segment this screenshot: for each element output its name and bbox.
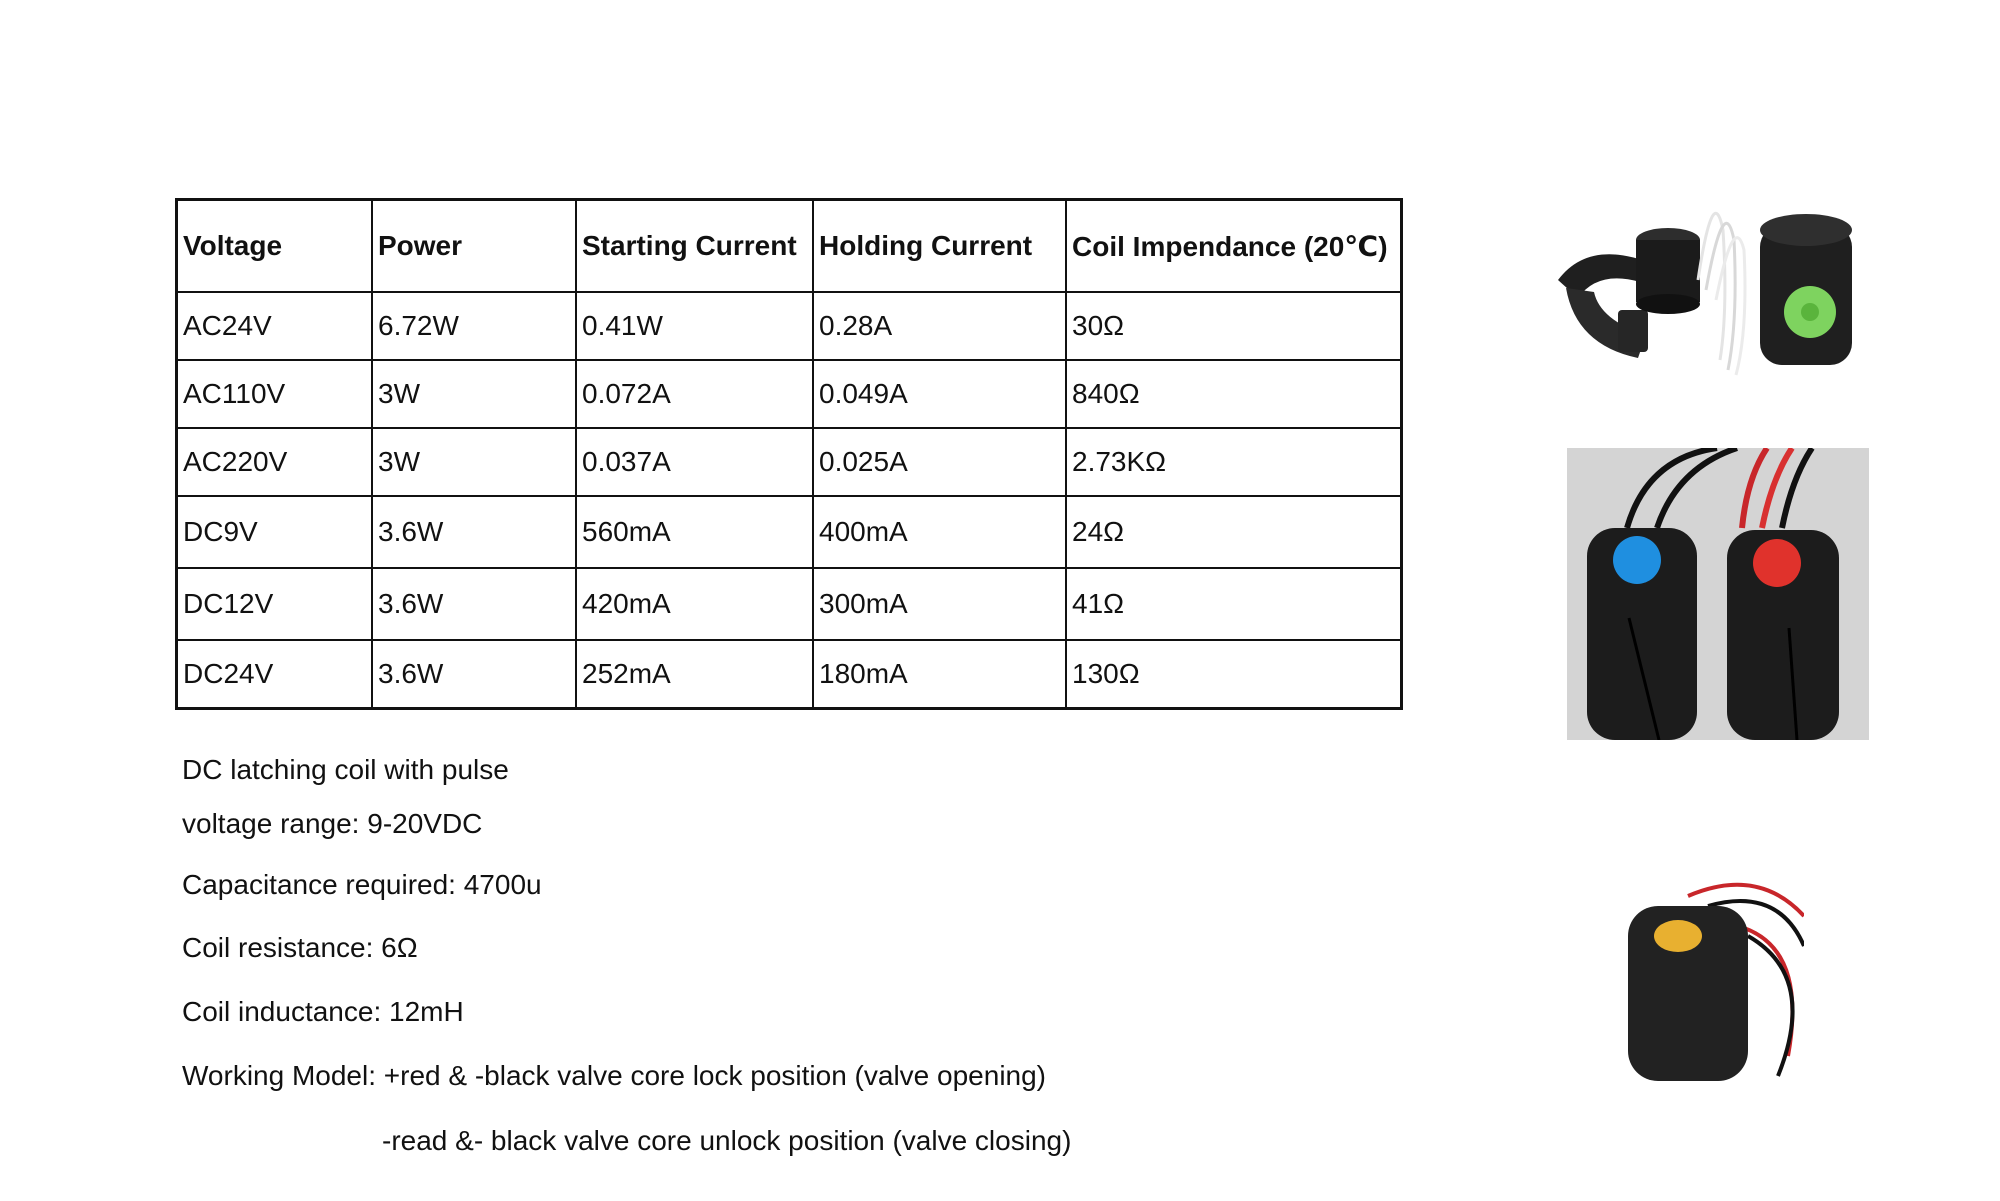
spec-table [175, 198, 1403, 710]
cell-voltage: DC9V [177, 496, 373, 568]
note-coil-resistance: Coil resistance: 6Ω [182, 932, 418, 963]
note-latching-coil: DC latching coil with pulse [182, 754, 509, 785]
table-row [177, 568, 1402, 640]
cell-power: 6.72W [372, 292, 576, 360]
cell-coil-impedance: 24Ω [1066, 496, 1402, 568]
cell-coil-impedance: 130Ω [1066, 640, 1402, 709]
cell-coil-impedance: 2.73KΩ [1066, 428, 1402, 496]
cell-voltage: DC12V [177, 568, 373, 640]
cell-holding-current: 300mA [813, 568, 1066, 640]
cell-voltage: AC110V [177, 360, 373, 428]
cell-voltage: DC24V [177, 640, 373, 709]
dc-ac-coils-photo [1567, 448, 1869, 740]
cell-power: 3W [372, 428, 576, 496]
table-row [177, 496, 1402, 568]
cell-holding-current: 400mA [813, 496, 1066, 568]
cell-starting-current: 0.41W [576, 292, 813, 360]
cell-starting-current: 560mA [576, 496, 813, 568]
cell-holding-current: 0.28A [813, 292, 1066, 360]
cell-starting-current: 420mA [576, 568, 813, 640]
cell-starting-current: 0.037A [576, 428, 813, 496]
header-coil-impedance: Coil Impendance (20℃) [1066, 200, 1402, 293]
cell-power: 3.6W [372, 496, 576, 568]
cell-starting-current: 252mA [576, 640, 813, 709]
cell-power: 3W [372, 360, 576, 428]
header-starting-current: Starting Current [576, 200, 813, 293]
cell-coil-impedance: 30Ω [1066, 292, 1402, 360]
cell-voltage: AC220V [177, 428, 373, 496]
note-coil-inductance: Coil inductance: 12mH [182, 996, 464, 1027]
note-working-model-closing: -read &- black valve core unlock position (valve closing) [382, 1125, 1072, 1156]
header-voltage: Voltage [177, 200, 373, 293]
cell-coil-impedance: 840Ω [1066, 360, 1402, 428]
cell-coil-impedance: 41Ω [1066, 568, 1402, 640]
table-row [177, 428, 1402, 496]
note-voltage-range: voltage range: 9-20VDC [182, 808, 483, 839]
cell-power: 3.6W [372, 568, 576, 640]
cell-voltage: AC24V [177, 292, 373, 360]
table-row [177, 360, 1402, 428]
table-header-row [177, 200, 1402, 293]
cell-holding-current: 180mA [813, 640, 1066, 709]
latching-coil-photo [1618, 866, 1804, 1092]
cell-holding-current: 0.025A [813, 428, 1066, 496]
header-holding-current: Holding Current [813, 200, 1066, 293]
cell-holding-current: 0.049A [813, 360, 1066, 428]
header-power: Power [372, 200, 576, 293]
table-row [177, 292, 1402, 360]
table-row [177, 640, 1402, 709]
cell-starting-current: 0.072A [576, 360, 813, 428]
note-working-model: Working Model: +red & -black valve core lock position (valve opening) [182, 1060, 1047, 1091]
coil-kit-photo [1548, 170, 1868, 390]
note-capacitance: Capacitance required: 4700u [182, 869, 542, 900]
cell-power: 3.6W [372, 640, 576, 709]
